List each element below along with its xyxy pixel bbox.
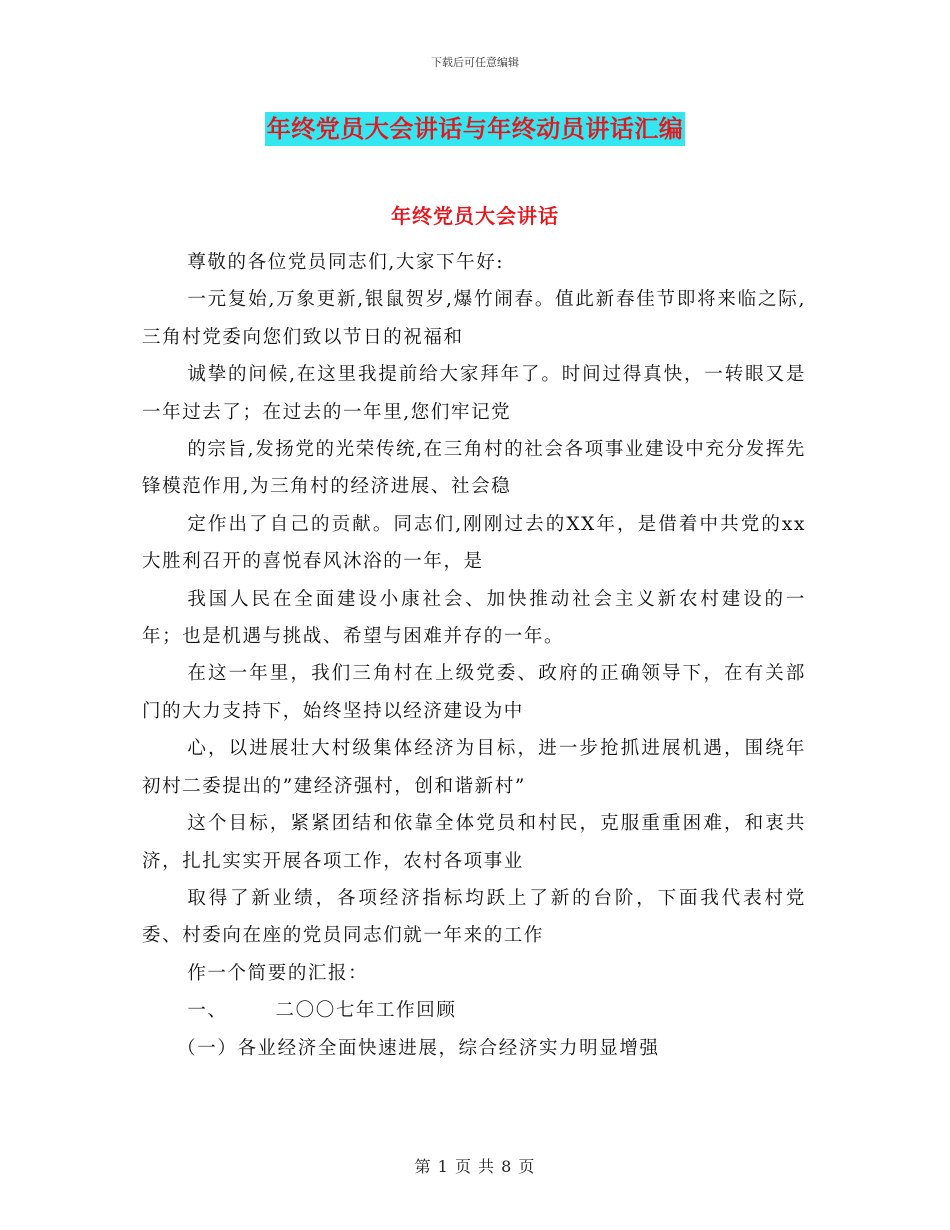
paragraph: 在这一年里，我们三角村在上级党委、政府的正确领导下，在有关部门的大力支持下，始终坚持以经济建设为中 bbox=[142, 663, 806, 722]
paragraph-greeting: 尊敬的各位党员同志们,大家下午好: bbox=[187, 252, 505, 273]
section-title: 二〇〇七年工作回顾 bbox=[275, 1000, 457, 1022]
document-subtitle: 年终党员大会讲话 bbox=[391, 204, 559, 228]
paragraph: 这个目标，紧紧团结和依靠全体党员和村民，克服重重困难，和衷共济，扎扎实实开展各项工作，农村各项事业 bbox=[142, 813, 806, 872]
paragraph: 作一个简要的汇报： bbox=[187, 962, 369, 984]
section-number: 一、 bbox=[187, 1000, 228, 1022]
paragraph: 心，以进展壮大村级集体经济为目标，进一步抢抓进展机遇，围绕年初村二委提出的”建经济强村，创和谐新村” bbox=[142, 738, 806, 797]
document-body bbox=[142, 244, 806, 1067]
header-note: 下载后可任意编辑 bbox=[431, 56, 519, 69]
document-title: 年终党员大会讲话与年终动员讲话汇编 bbox=[265, 112, 686, 146]
paragraph: 一元复始,万象更新,银鼠贺岁,爆竹闹春。值此新春佳节即将来临之际,三角村党委向您们致以节日的祝福和 bbox=[142, 289, 806, 348]
section-heading bbox=[142, 992, 806, 1029]
paragraph: 的宗旨,发扬党的光荣传统,在三角村的社会各项事业建设中充分发挥先锋模范作用,为三角村的经济进展、社会稳 bbox=[142, 439, 806, 498]
paragraph: 我国人民在全面建设小康社会、加快推动社会主义新农村建设的一年；也是机遇与挑战、希望与困难并存的一年。 bbox=[142, 588, 806, 648]
paragraph: 取得了新业绩，各项经济指标均跃上了新的台阶，下面我代表村党委、村委向在座的党员同志们就一年来的工作 bbox=[142, 887, 806, 947]
page-number-footer: 第 1 页 共 8 页 bbox=[414, 1157, 536, 1176]
paragraph: 定作出了自己的贡献。同志们,刚刚过去的XX年，是借着中共党的xx大胜利召开的喜悦春风沐浴的一年，是 bbox=[142, 513, 806, 573]
sub-heading: （一）各业经济全面快速进展，综合经济实力明显增强 bbox=[177, 1037, 660, 1059]
document-title-wrapper bbox=[0, 112, 950, 146]
paragraph: 诚挚的问候,在这里我提前给大家拜年了。时间过得真快，一转眼又是一年过去了；在过去的一年里,您们牢记党 bbox=[142, 364, 806, 423]
